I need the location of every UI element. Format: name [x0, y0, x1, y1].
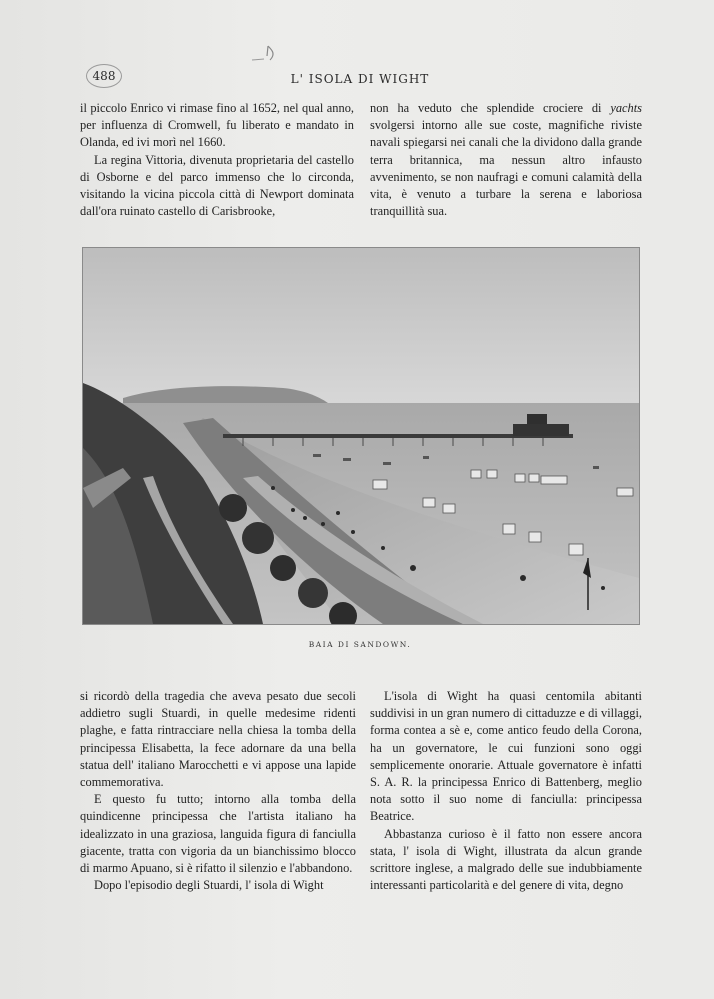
paragraph: si ricordò della tragedia che aveva pesato due secoli addietro sugli Stuardi, in quelle medesime ridenti plaghe, e fatta rintracciare nella chiesa la tomba della principessa Elisabetta, la fece adornare da una bella statua dell' italiano Marocchetti e vi appose una lapide commemorativa.	[80, 689, 356, 790]
paragraph	[370, 100, 642, 220]
photograph-sandown-bay	[82, 247, 640, 625]
paragraph: Dopo l'episodio degli Stuardi, l' isola di Wight	[94, 878, 324, 893]
pencil-mark-icon	[250, 42, 280, 68]
text-run: svolgersi intorno alle sue coste, magnifiche riviste navali spiegarsi nei canali che la dividono dalla grande terra britannica, ma nessun altro infausto avvenimento, se non naufragi e comuni calamità della vita, è venuto a turbare la serena e laboriosa tranquillità sua.	[370, 118, 642, 219]
paragraph: La regina Vittoria, divenuta proprietaria del castello di Osborne e del parco immenso che lo circonda, visitando la vicina piccola città di Newport dominata dall'ora ruinato castello di Carisbrooke,	[80, 152, 354, 219]
text-column-bottom-right	[370, 688, 642, 894]
paragraph: L'isola di Wight ha quasi centomila abitanti suddivisi in un gran numero di cittaduzze e di villaggi, forma contea a sè e, come antico feudo della Corona, ha un governatore, le cui funzioni sono oggi semplicemente onorarie. Attuale governatore è infatti S. A. R. la principessa Enrico di Battenberg, meglio nota sotto il suo nome di fanciulla: principessa Beatrice.	[370, 689, 642, 824]
italic-word: yachts	[610, 101, 642, 115]
running-title: L' ISOLA DI WIGHT	[290, 72, 430, 86]
paragraph: E questo fu tutto; intorno alla tomba della quindicenne principessa che l'artista italiano ha idealizzato in una graziosa, languida figura di fanciulla giacente, tratta con vigoria da un bianchissimo blocco di marmo Apuano, si è rifatto il silenzio e l'abbandono.	[80, 792, 356, 876]
paragraph: il piccolo Enrico vi rimase fino al 1652, nel qual anno, per influenza di Cromwell, fu liberato e mandato in Olanda, ed ivi morì nel 1660.	[80, 101, 354, 150]
text-run: non ha veduto che splendide crociere di	[370, 101, 611, 115]
text-column-top-left	[80, 100, 354, 220]
figure-caption: BAIA DI SANDOWN.	[308, 640, 412, 649]
paragraph: Abbastanza curioso è il fatto non essere ancora stata, l' isola di Wight, illustrata da alcun grande scrittore inglese, a malgrado delle sue indubbiamente interessanti particolarità e del genere di vita, degno	[370, 826, 642, 893]
text-column-top-right	[370, 100, 642, 220]
text-column-bottom-left	[80, 688, 356, 894]
page-number: 488	[86, 64, 122, 88]
beach-photo-illustration	[83, 248, 639, 624]
